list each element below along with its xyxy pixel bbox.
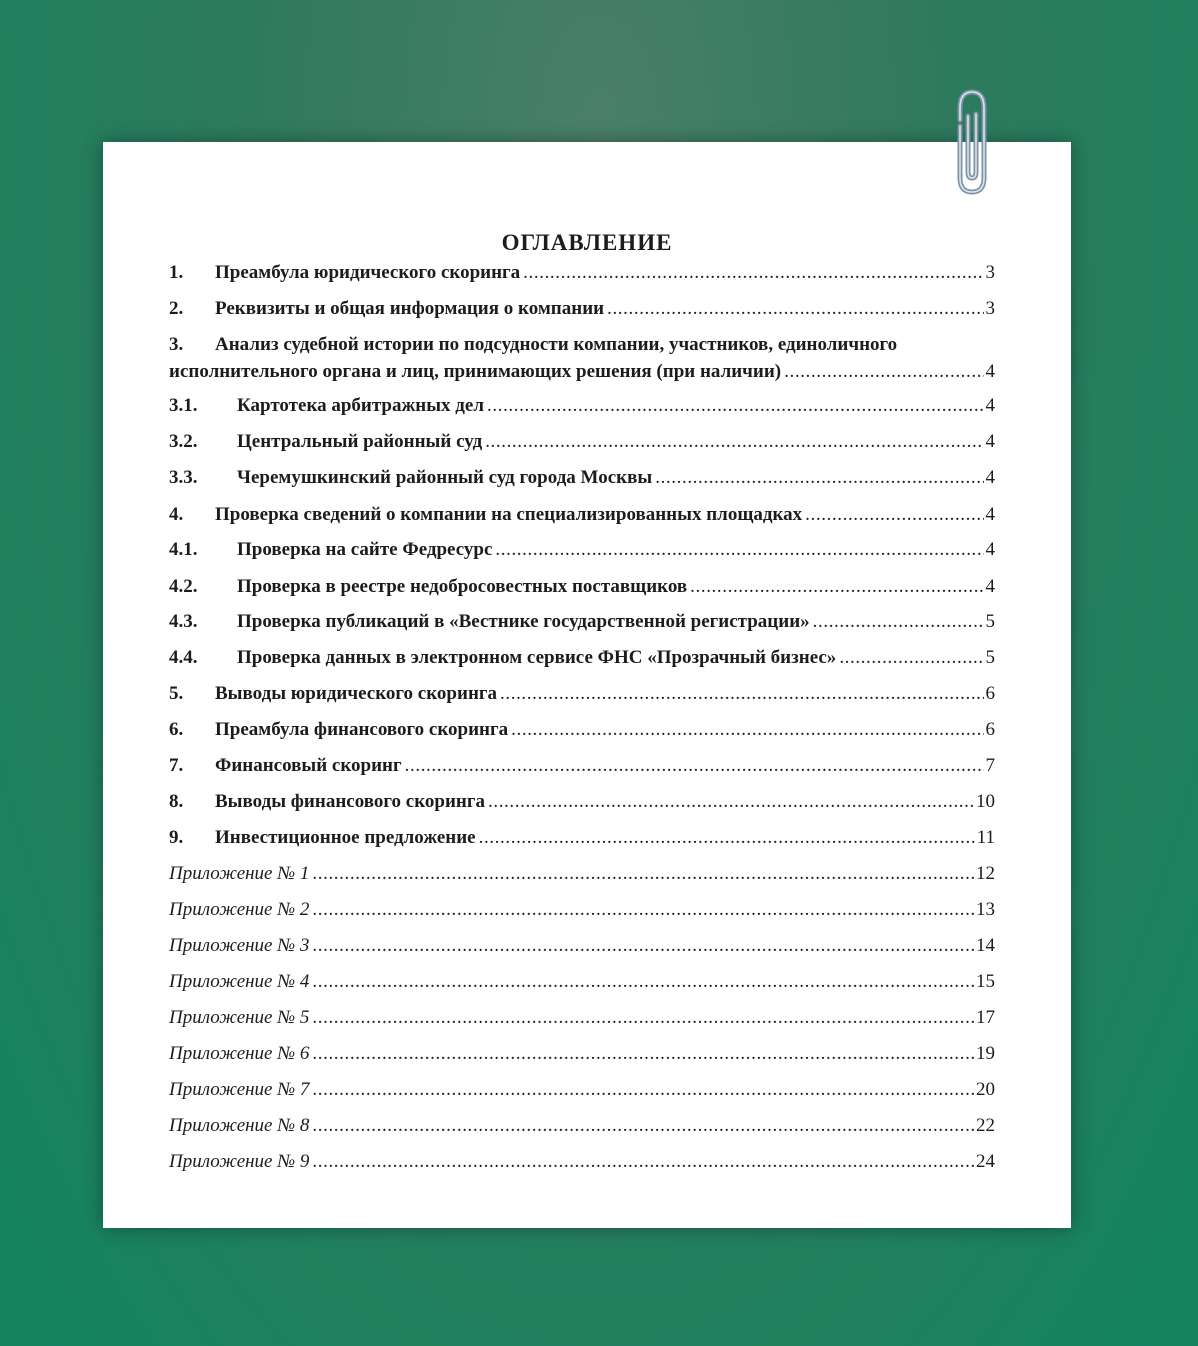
toc-entry-label: Проверка на сайте Федресурс	[237, 539, 493, 560]
toc-appendix-9[interactable]	[169, 1150, 995, 1174]
toc-entry-page: 5	[985, 611, 995, 632]
toc-appendix-page: 17	[976, 1007, 995, 1028]
toc-leader-dots	[487, 394, 983, 418]
toc-entry-page: 4	[985, 504, 995, 525]
toc-appendix-2[interactable]	[169, 898, 995, 922]
toc-entry-label: Центральный районный суд	[237, 431, 483, 452]
toc-entry-page: 10	[976, 791, 995, 812]
toc-entry-page: 3	[985, 262, 995, 283]
toc-entry-label: Проверка сведений о компании на специализированных площадках	[215, 504, 803, 525]
toc-entry-number: 4.2.	[169, 576, 198, 597]
toc-appendix-label: Приложение № 4	[169, 971, 310, 992]
toc-appendix-label: Приложение № 6	[169, 1043, 310, 1064]
toc-leader-dots	[655, 466, 983, 490]
toc-leader-dots	[495, 538, 983, 562]
toc-entry-label: Проверка в реестре недобросовестных поставщиков	[237, 576, 688, 597]
toc-entry-label: Инвестиционное предложение	[215, 827, 476, 848]
toc-appendix-label: Приложение № 7	[169, 1079, 310, 1100]
toc-leader-dots	[405, 754, 984, 778]
toc-leader-dots	[312, 1006, 974, 1030]
toc-leader-dots	[839, 646, 983, 670]
toc-leader-dots	[488, 790, 974, 814]
toc-entry-number: 4.3.	[169, 611, 198, 632]
toc-entry-page: 4	[985, 467, 995, 488]
toc-entry-page: 3	[985, 298, 995, 319]
table-of-contents	[169, 261, 995, 1174]
toc-entry-page: 4	[985, 539, 995, 560]
toc-appendix-6[interactable]	[169, 1042, 995, 1066]
toc-entry-number: 3.	[169, 334, 184, 355]
toc-appendix-1[interactable]	[169, 862, 995, 886]
toc-entry-4-3[interactable]	[169, 610, 995, 634]
toc-entry-7[interactable]	[169, 754, 995, 778]
toc-appendix-5[interactable]	[169, 1006, 995, 1030]
toc-entry-page: 11	[976, 827, 995, 848]
toc-appendix-8[interactable]	[169, 1114, 995, 1138]
toc-entry-label: Выводы финансового скоринга	[215, 791, 485, 812]
toc-entry-page: 4	[985, 576, 995, 597]
toc-entry-number: 3.1.	[169, 395, 198, 416]
toc-appendix-page: 13	[976, 899, 995, 920]
toc-entry-number: 2.	[169, 298, 184, 319]
toc-leader-dots	[523, 261, 983, 285]
toc-appendix-page: 24	[976, 1151, 995, 1172]
toc-entry-number: 4.	[169, 504, 184, 525]
toc-appendix-page: 14	[976, 935, 995, 956]
paperclip-icon	[944, 86, 1000, 198]
toc-entry-number: 9.	[169, 827, 184, 848]
toc-entry-1[interactable]	[169, 261, 995, 285]
toc-entry-label: Проверка данных в электронном сервисе ФНС «Прозрачный бизнес»	[237, 647, 837, 668]
toc-appendix-4[interactable]	[169, 970, 995, 994]
toc-title: ОГЛАВЛЕНИЕ	[501, 230, 673, 255]
toc-entry-5[interactable]	[169, 682, 995, 706]
toc-leader-dots	[312, 1150, 974, 1174]
toc-appendix-label: Приложение № 3	[169, 935, 310, 956]
toc-entry-label: Финансовый скоринг	[215, 755, 402, 776]
toc-entry-3-1[interactable]	[169, 394, 995, 418]
toc-entry-label: Картотека арбитражных дел	[237, 395, 485, 416]
toc-leader-dots	[805, 503, 983, 527]
toc-entry-number: 4.4.	[169, 647, 198, 668]
toc-entry-9[interactable]	[169, 826, 995, 850]
toc-appendix-label: Приложение № 8	[169, 1115, 310, 1136]
document-page	[103, 142, 1071, 1228]
toc-appendix-label: Приложение № 1	[169, 863, 310, 884]
toc-leader-dots	[479, 826, 975, 850]
toc-entry-label: Преамбула финансового скоринга	[215, 719, 509, 740]
toc-entry-4-4[interactable]	[169, 646, 995, 670]
toc-entry-page: 6	[985, 719, 995, 740]
toc-entry-page: 5	[985, 647, 995, 668]
toc-entry-number: 3.2.	[169, 431, 198, 452]
toc-appendix-label: Приложение № 5	[169, 1007, 310, 1028]
toc-appendix-page: 22	[976, 1115, 995, 1136]
toc-appendix-label: Приложение № 2	[169, 899, 310, 920]
toc-entry-label: Реквизиты и общая информация о компании	[215, 298, 605, 319]
toc-entry-3-2[interactable]	[169, 430, 995, 454]
toc-leader-dots	[312, 1114, 974, 1138]
toc-entry-2[interactable]	[169, 297, 995, 321]
toc-leader-dots	[690, 575, 983, 599]
toc-entry-label-line1: Анализ судебной истории по подсудности компании, участников, единоличного	[215, 334, 898, 355]
toc-leader-dots	[312, 934, 974, 958]
toc-entry-3[interactable]	[169, 333, 995, 384]
toc-entry-number: 6.	[169, 719, 184, 740]
toc-appendix-page: 19	[976, 1043, 995, 1064]
toc-entry-4-1[interactable]	[169, 538, 995, 562]
toc-entry-number: 8.	[169, 791, 184, 812]
toc-leader-dots	[607, 297, 983, 321]
toc-entry-number: 5.	[169, 683, 184, 704]
toc-entry-label: Черемушкинский районный суд города Москвы	[237, 467, 653, 488]
toc-entry-4-2[interactable]	[169, 575, 995, 599]
toc-entry-label: Преамбула юридического скоринга	[215, 262, 521, 283]
toc-leader-dots	[312, 970, 974, 994]
toc-entry-page: 6	[985, 683, 995, 704]
toc-entry-label: Проверка публикаций в «Вестнике государственной регистрации»	[237, 611, 810, 632]
toc-entry-number: 7.	[169, 755, 184, 776]
toc-leader-dots	[511, 718, 983, 742]
toc-entry-page: 7	[985, 755, 995, 776]
toc-entry-label: исполнительного органа и лиц, принимающих решения (при наличии)	[169, 361, 782, 382]
toc-leader-dots	[312, 862, 974, 886]
toc-entry-number: 3.3.	[169, 467, 198, 488]
toc-entry-page: 4	[985, 361, 995, 382]
toc-entry-number: 4.1.	[169, 539, 198, 560]
toc-appendix-3[interactable]	[169, 934, 995, 958]
toc-leader-dots	[312, 898, 974, 922]
toc-entry-6[interactable]	[169, 718, 995, 742]
toc-appendix-7[interactable]	[169, 1078, 995, 1102]
toc-appendix-label: Приложение № 9	[169, 1151, 310, 1172]
toc-entry-label: Выводы юридического скоринга	[215, 683, 498, 704]
toc-entry-3-3[interactable]	[169, 466, 995, 490]
toc-leader-dots	[813, 610, 984, 634]
toc-leader-dots	[485, 430, 983, 454]
toc-entry-page: 4	[985, 395, 995, 416]
toc-appendix-page: 15	[976, 971, 995, 992]
toc-leader-dots	[784, 360, 983, 384]
toc-leader-dots	[500, 682, 983, 706]
toc-leader-dots	[312, 1078, 974, 1102]
toc-appendix-page: 12	[976, 863, 995, 884]
toc-entry-number: 1.	[169, 262, 184, 283]
toc-entry-4[interactable]	[169, 503, 995, 527]
toc-appendix-page: 20	[976, 1079, 995, 1100]
toc-entry-8[interactable]	[169, 790, 995, 814]
toc-entry-page: 4	[985, 431, 995, 452]
toc-leader-dots	[312, 1042, 974, 1066]
